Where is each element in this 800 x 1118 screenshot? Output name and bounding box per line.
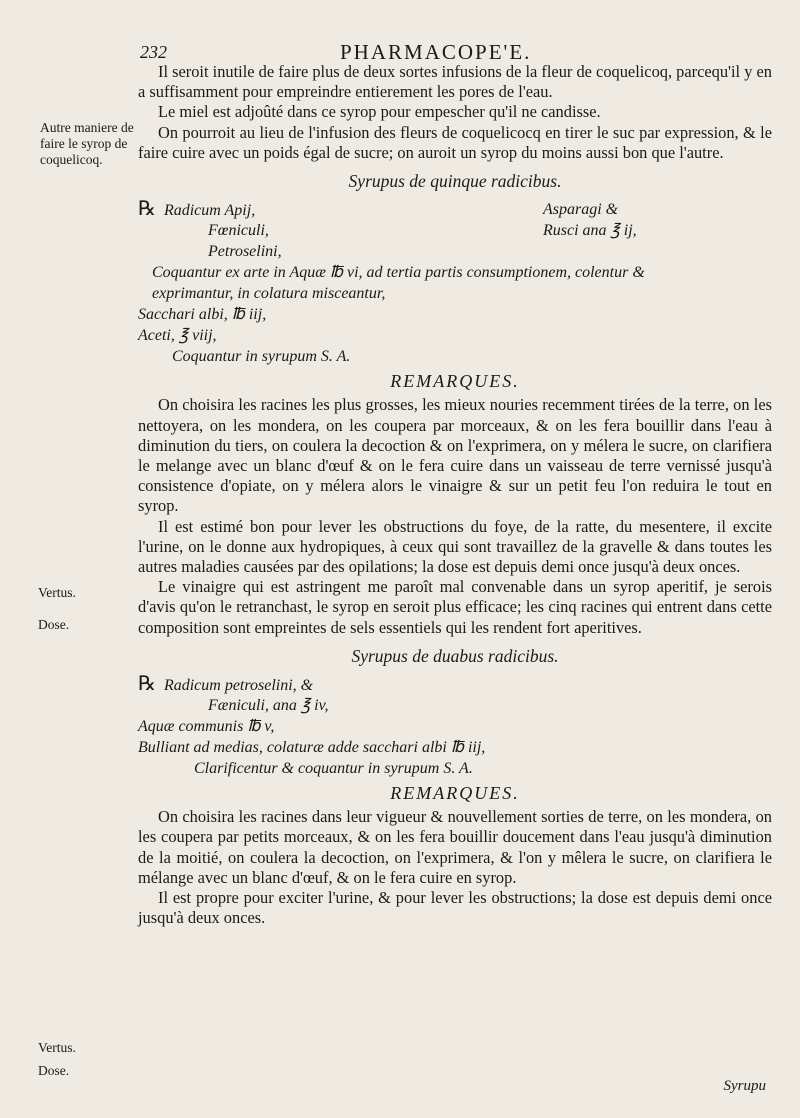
paragraph: Le miel est adjoûté dans ce syrop pour empescher qu'il ne candisse. <box>158 102 601 122</box>
paragraph: On choisira les racines les plus grosses, les mieux nouries recemment tirées de la terre, on les nettoyera, on les mondera, on les coupera par morceaux, & on les fera bouillir dans l'eau à diminution du tiers, on coulera la decoction & on l'exprimera, on y mélera le sucre, on clarifiera le melange avec un blanc d'œuf & on le fera cuire dans un vaisseau de terre vernissé jusqu'à consistence d'opiate, on y mélera alors le vinaigre & sur un petit feu l'on reduira le tout en syrop. <box>138 395 772 516</box>
catchword: Syrupu <box>723 1078 766 1094</box>
instruction-line: Clarificentur & coquantur in syrupum S. A. <box>194 760 473 778</box>
recipe-symbol: ℞ <box>138 673 156 696</box>
ingredient-line: Asparagi & <box>543 201 619 219</box>
paragraph: On pourroit au lieu de l'infusion des fleurs de coquelicocq en tirer le suc par expression, & le faire cuire avec un poids égal de sucre; on auroit un syrop du moins aussi bon que l'autre. <box>138 122 772 162</box>
ingredient-line: Rusci ana ℥ ij, <box>543 222 637 240</box>
recipe-title: Syrupus de duabus radicibus. <box>351 645 559 666</box>
section-heading: REMARQUES. <box>390 371 520 392</box>
recipe-title: Syrupus de quinque radicibus. <box>348 171 562 192</box>
paragraph: Il seroit inutile de faire plus de deux sortes infusions de la fleur de coquelicoq, parcequ'il y en a suffisamment pour empreindre entierement les pores de l'eau. <box>138 62 772 102</box>
ingredient-line: Aquæ communis ℔ v, <box>138 718 275 736</box>
running-title: PHARMACOPE'E. <box>340 40 532 64</box>
paragraph: Il est estimé bon pour lever les obstructions du foye, de la ratte, du mesentere, il excite l'urine, on le donne aux hydropiques, à ceux qui sont travaillez de la gravelle & dans toutes les autres maladies causées par des opilations; la dose est depuis demi once jusqu'à deux onces. <box>138 516 772 577</box>
ingredient-line: Sacchari albi, ℔ iij, <box>138 306 267 324</box>
ingredient-line: Radicum Apij, <box>163 202 256 220</box>
ingredient-line: Fœniculi, <box>208 222 269 240</box>
section-heading: REMARQUES. <box>390 783 520 804</box>
ingredient-line: Radicum petroselini, & <box>163 677 314 695</box>
instruction-line: Coquantur in syrupum S. A. <box>172 348 351 366</box>
recipe-symbol: ℞ <box>138 198 156 221</box>
paragraph: Il est propre pour exciter l'urine, & pour lever les obstructions; la dose est depuis demi once jusqu'à deux onces. <box>138 888 772 928</box>
recipe-block <box>138 199 772 367</box>
instruction-line: Bulliant ad medias, colaturæ adde sacchari albi ℔ iij, <box>138 739 486 757</box>
page-number: 232 <box>140 42 167 62</box>
paragraph: On choisira les racines dans leur vigueur & nouvellement sorties de terre, on les mondera, on les coupera par petits morceaux, & on les fera bouillir doucement dans l'eau jusqu'à diminution de la moitié, on coulera la decoction, on l'exprimera, & l'on y mêlera le sucre, on clarifiera le mélange avec un blanc d'œuf, & on le fera cuire en syrop. <box>138 807 772 887</box>
paragraph: Le vinaigre qui est astringent me paroît mal convenable dans un syrop aperitif, je serois d'avis qu'on le retranchast, le syrop en seroit plus efficace; les cinq racines qui entrent dans cette composition sont empreintes de sels essentiels qui les rendent fort aperitives. <box>138 577 772 637</box>
ingredient-line: Fæniculi, ana ℥ iv, <box>208 697 329 715</box>
margin-note-dose: Dose. <box>38 617 70 632</box>
margin-note-vertus: Vertus. <box>38 1040 76 1055</box>
page-body <box>138 62 772 928</box>
instruction-line: Coquantur ex arte in Aquæ ℔ vi, ad tertia partis consumptionem, colentur & <box>152 264 645 282</box>
recipe-block <box>138 674 772 779</box>
ingredient-line: Petroselini, <box>208 243 282 261</box>
margin-note-vertus: Vertus. <box>38 585 76 600</box>
margin-note-dose: Dose. <box>38 1063 70 1078</box>
ingredient-line: Aceti, ℥ viij, <box>138 327 217 345</box>
instruction-line: exprimantur, in colatura misceantur, <box>152 285 386 303</box>
margin-note-autre-maniere: Autre maniere de faire le syrop de coquelicoq. <box>40 120 134 167</box>
